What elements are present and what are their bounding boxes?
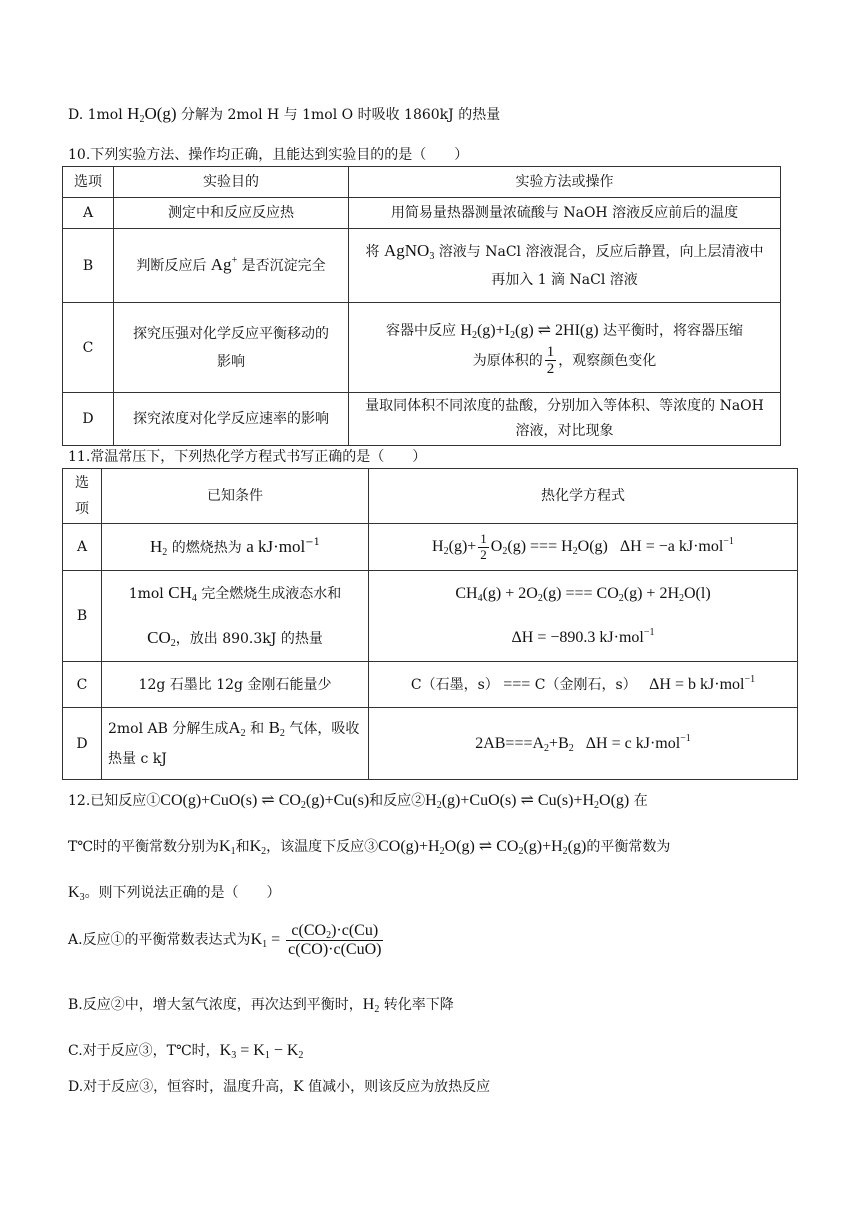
q12-option-c: C.对于反应③，T℃时，$K_3 = K_1 - K_2$ <box>68 1042 304 1061</box>
header-method: 实验方法或操作 <box>349 167 781 198</box>
q11-stem: 11.常温常压下，下列热化学方程式书写正确的是（ ） <box>68 449 427 465</box>
q12-line1: 12.已知反应①CO(g)+CuO(s) ⇌ $CO_2(g)+Cu(s)$和反应$②H_2(g)+CuO(s)$ ⇌ $Cu(s)+H_2O(g)$ 在 <box>68 792 648 811</box>
header-goal: 实验目的 <box>114 167 349 198</box>
q12-line2: T℃时的平衡常数分别为$K_1$和$K_2$，该温度下反应$③CO(g)+H_2O(g)$ ⇌ $CO_2(g)+H_2(g)$的平衡常数为 <box>68 838 671 857</box>
q9-option-d: D. 1mol $H_2O(g)$ 分解为 2mol H 与 1mol O 时吸收 1860kJ 的热量 <box>68 104 501 125</box>
table-row: A 测定中和反应反应热 用简易量热器测量浓硫酸与 NaOH 溶液反应前后的温度 <box>63 198 781 229</box>
table-row: D 探究浓度对化学反应速率的影响 量取同体积不同浓度的盐酸，分别加入等体积、等浓度的 NaOH 溶液，对比现象 <box>63 393 781 446</box>
table-row: B 1mol $CH_4$ 完全燃烧生成液态水和 $CO_2$，放出 890.3kJ 的热量 $CH_4(g) + 2O_2(g)$ === $CO_2(g) + 2H_2O(l)$ ΔH = −890.3 kJ·mol$^{-1}$ <box>63 571 798 662</box>
q12-line3: $K_3$。则下列说法正确的是（ ） <box>68 884 281 903</box>
table-row: D 2mol AB 分解生成$A_2$ 和 $B_2$ 气体，吸收 热量 c kJ $2AB===A_2+B_2$ ΔH = c kJ·mol$^{-1}$ <box>63 708 798 780</box>
table-row: B 判断反应后 Ag+ 是否沉淀完全 将 AgNO$_3$ 溶液与 NaCl 溶液混合，反应后静置，向上层清液中 再加入 1 滴 NaCl 溶液 <box>63 229 781 303</box>
table-row: C 12g 石墨比 12g 金刚石能量少 C（石墨，s） === C（金刚石，s） ΔH = b kJ·mol$^{-1}$ <box>63 662 798 708</box>
table-row: C 探究压强对化学反应平衡移动的 影响 容器中反应 $H_2(g)+I_2(g)$ ⇌ 2HI(g) 达平衡时，将容器压缩 为原体积的 $\frac{1}{2}$ ，观察颜色变化 <box>63 303 781 393</box>
q12-option-b: B.反应②中，增大氢气浓度，再次达到平衡时，$H_2$ 转化率下降 <box>68 996 454 1015</box>
q10-stem: 10.下列实验方法、操作均正确，且能达到实验目的的是（ ） <box>68 147 469 163</box>
q10-table <box>62 166 781 446</box>
q12-option-d: D.对于反应③，恒容时，温度升高，K 值减小，则该反应为放热反应 <box>68 1079 491 1095</box>
q12-option-a: A.反应①的平衡常数表达式为$K_1$ = $\frac{c(CO_2)\cdot c(Cu)}{\text{c(CO)·c(CuO)}}$ <box>68 922 382 958</box>
header-option: 选项 <box>63 167 114 198</box>
q11-table: 选 项 已知条件 热化学方程式 A $H_2$ 的燃烧热为 a kJ·mol$^{-1}$ $H_2(g)+$ $\frac{1}{2}$ $O_2(g)$ === $H_2O(g) \Delta H = -a$ kJ·mol$^{-1}$ B 1mol $CH_4$ 完全燃烧生成液态水和 $CO_2$，放出 890.3kJ 的热量 $CH_4(g) + 2O_2(g)$ === $CO_2(g) + 2H_2O(l)$ ΔH = −890.3 kJ·mol$^{-1}$ C 12g 石墨比 12g 金刚石能量少 C（石墨，s） === C（金刚石，s） ΔH = b kJ·mol$^{-1}$ D 2mol AB 分解生成$A_2$ 和 $B_2$ 气体，吸收 热量 c kJ $2AB===A_2+B_2$ ΔH = c kJ·mol$^{-1}$ <box>62 468 798 780</box>
table-row: A $H_2$ 的燃烧热为 a kJ·mol$^{-1}$ $H_2(g)+$ $\frac{1}{2}$ $O_2(g)$ === $H_2O(g) \Delta H = -a$ kJ·mol$^{-1}$ <box>63 524 798 571</box>
